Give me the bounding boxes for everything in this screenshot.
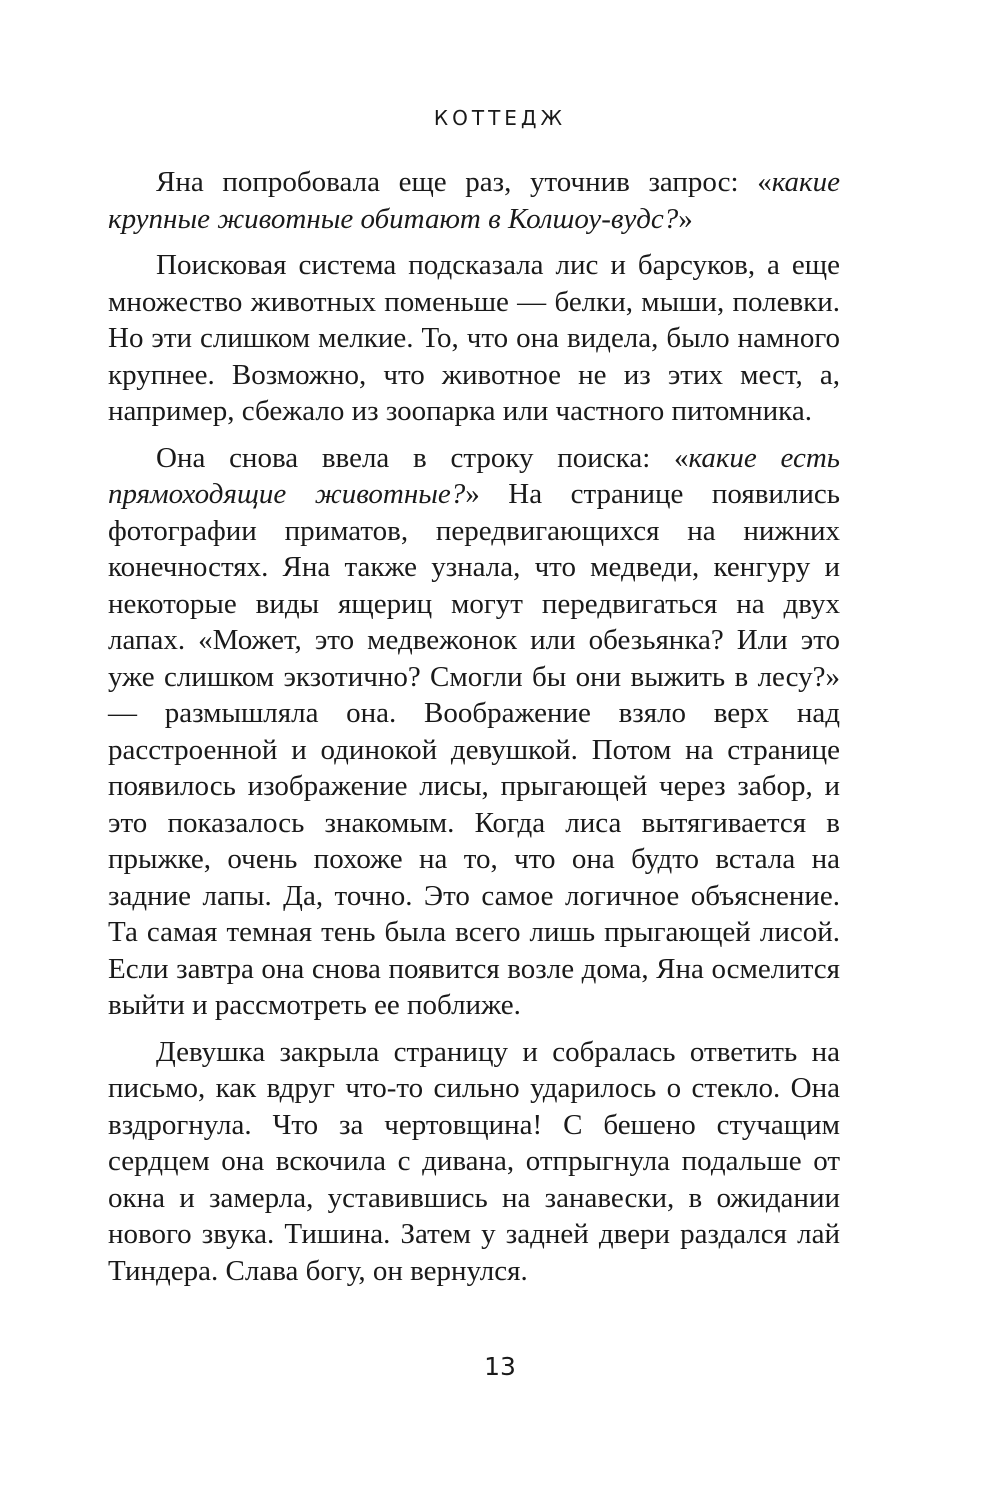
body-text [108,164,840,1289]
paragraph: Девушка закрыла страницу и собралась ответить на письмо, как вдруг что-то сильно ударилось о стекло. Она вздрогнула. Что за чертовщина! С бешено стучащим сердцем она вскочила с дивана, отпрыгнула подальше от окна и замерла, уставившись на занавески, в ожидании нового звука. Тишина. Затем у задней двери раздался лай Тиндера. Слава богу, он вернулся. [108,1035,840,1287]
page-number: 13 [484,1352,516,1381]
italic-query: какие есть прямоходящие животные? [108,441,840,510]
paragraph: Поисковая система подсказала лис и барсуков, а еще множество животных поменьше — белки, мыши, полевки. Но эти слишком мелкие. То, что она видела, было намного крупнее. Возможно, что животное не из этих мест, а, например, сбежало из зоопарка или частного питомника. [108,249,840,427]
paragraph: Яна попробовала еще раз, уточнив запрос: «какие крупные животные обитают в Колшоу-вудс?» [108,166,840,235]
running-head: КОТТЕДЖ [433,106,567,130]
paragraph: Она снова ввела в строку поиска: «какие есть прямоходящие животные?» На странице появились фотографии приматов, передвигающихся на нижних конечностях. Яна также узнала, что медведи, кенгуру и некоторые виды ящериц могут передвигаться на двух лапах. «Может, это медвежонок или обезьянка? Или это уже слишком экзотично? Смогли бы они выжить в лесу?» — размышляла она. Воображение взяло верх над расстроенной и одинокой девушкой. Потом на странице появилось изображение лисы, прыгающей через забор, и это показалось знакомым. Когда лиса вытягивается в прыжке, очень похоже на то, что она будто встала на задние лапы. Да, точно. Это самое логичное объяснение. Та самая темная тень была всего лишь прыгающей лисой. Если завтра она снова появится возле дома, Яна осмелится выйти и рассмотреть ее поближе. [108,441,840,1021]
italic-query: какие крупные животные обитают в Колшоу-вудс? [108,166,840,235]
